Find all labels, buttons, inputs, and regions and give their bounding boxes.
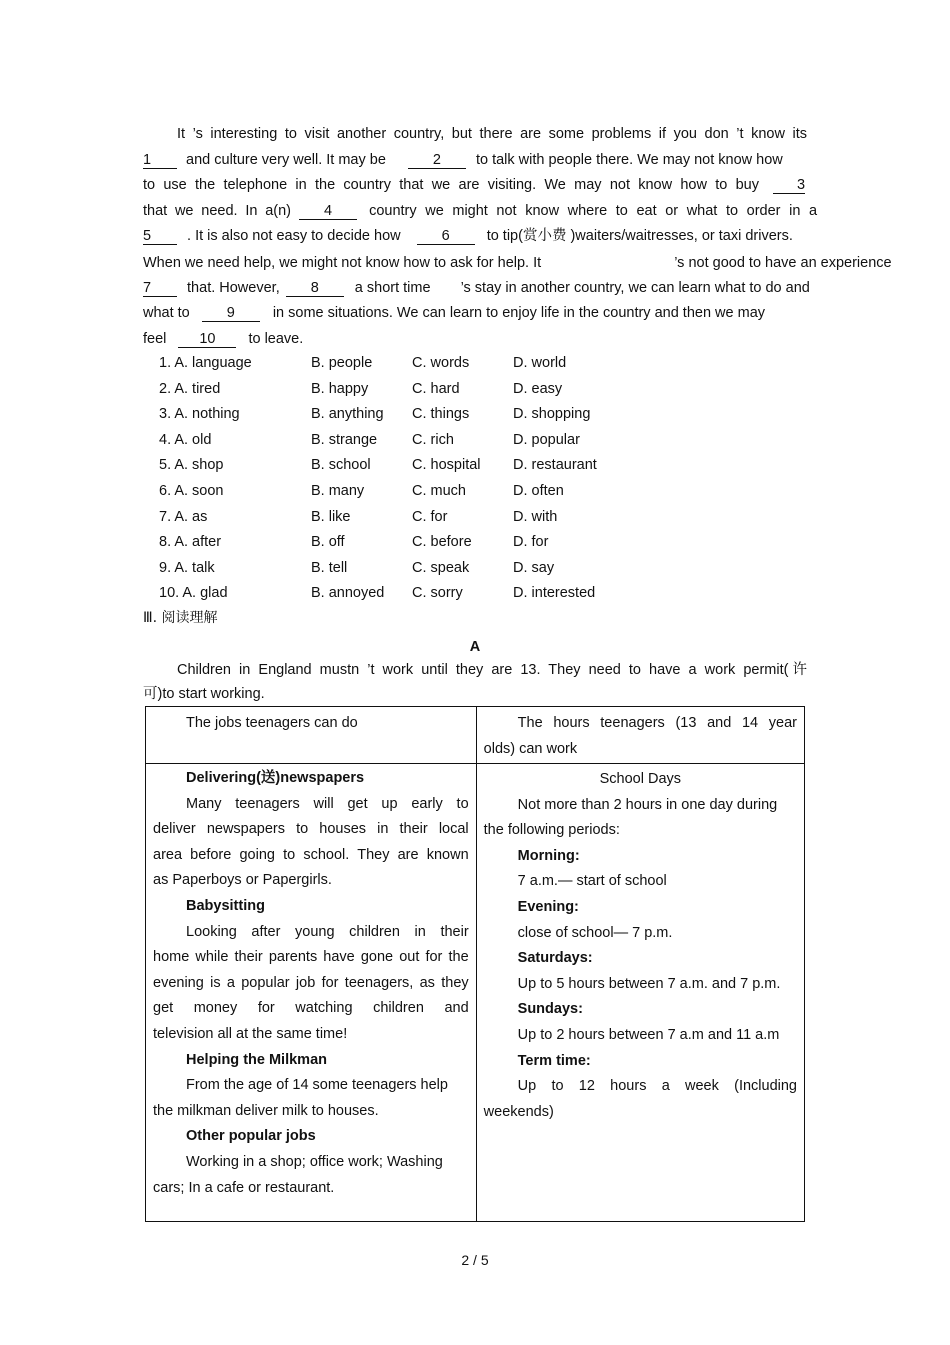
table-header-right: The hours teenagers (13 and 14 year olds) can work — [476, 707, 804, 764]
option-row: 3. A. nothing B. anything C. things D. shopping — [159, 406, 591, 423]
passage-line-6: When we need help, we might not know how to ask for help. It ’s not good to have an experience — [143, 255, 892, 271]
passage-line-1 — [177, 125, 807, 143]
intro-line-2: 可)to start working. — [143, 686, 265, 702]
answer-options — [159, 355, 619, 611]
blank-8: 8 — [286, 280, 344, 297]
blank-6: 6 — [417, 228, 475, 245]
job-heading: Delivering(送)newspapers — [186, 770, 365, 786]
passage-line-7: 7 that. However, 8 a short time ’s stay in another country, we can learn what to do and — [143, 280, 810, 296]
option-row: 4. A. old B. strange C. rich D. popular — [159, 431, 580, 448]
jobs-table — [145, 706, 805, 1222]
passage-line-5: 5 . It is also not easy to decide how 6 to tip(赏小费 )waiters/waitresses, or taxi drivers. — [143, 228, 793, 244]
period-label: Saturdays: — [517, 950, 593, 967]
option-row: 10. A. glad B. annoyed C. sorry D. interested — [159, 585, 596, 602]
table-header-row — [146, 707, 805, 764]
passage-line-4: that we need. In a(n) 4 country we might not know where to eat or what to order in a — [143, 203, 818, 219]
option-row: 8. A. after B. off C. before D. for — [159, 534, 549, 551]
table-header-left: The jobs teenagers can do — [146, 707, 477, 764]
option-row: 2. A. tired B. happy C. hard D. easy — [159, 380, 563, 397]
hours-title: School Days — [599, 771, 682, 787]
passage-text: It ’s interesting to visit another country, but there are some problems if you don ’t know its — [177, 126, 807, 142]
passage-line-8: what to 9 in some situations. We can learn to enjoy life in the country and then we may — [143, 305, 766, 321]
jobs-list-cell: Delivering(送)newspapers Many teenagers will get up early to deliver newspapers to houses in their local area before going to school. They are known as Paperboys or Papergirls. Babysitting Looking after young children in their home while their parents have gone out for the evening is a popular job for teenagers, as they get money for watching children and television all at the same time! Helping the Milkman From the age of 14 some teenagers help the milkman deliver milk to houses. Other popular jobs Working in a shop; office work; Washing cars; In a cafe or restaurant. — [146, 764, 477, 1222]
period-label: Sundays: — [517, 1001, 583, 1018]
option-row: 9. A. talk B. tell C. speak D. say — [159, 559, 555, 576]
blank-2: 2 — [408, 152, 466, 169]
page-number: 2 / 5 — [461, 1252, 489, 1268]
option-row: 7. A. as B. like C. for D. with — [159, 508, 558, 525]
option-row: 5. A. shop B. school C. hospital D. restaurant — [159, 457, 597, 474]
part-heading: A — [469, 639, 481, 655]
period-label: Evening: — [517, 898, 579, 915]
option-row: 6. A. soon B. many C. much D. often — [159, 482, 564, 499]
passage-line-2: 1 and culture very well. It may be 2 to talk with people there. We may not know how — [143, 152, 783, 168]
blank-7: 7 — [143, 280, 177, 297]
passage-line-3: to use the telephone in the country that we are visiting. We may not know how to buy 3 — [143, 177, 806, 193]
period-label: Morning: — [517, 847, 580, 864]
blank-4: 4 — [299, 203, 357, 220]
blank-9: 9 — [202, 305, 260, 322]
blank-1: 1 — [143, 152, 177, 169]
passage-line-9: feel 10 to leave. — [143, 331, 304, 347]
table-body-row — [146, 764, 805, 1222]
section-title: Ⅲ. 阅读理解 — [143, 610, 218, 626]
blank-10: 10 — [178, 331, 236, 348]
option-row: 1. A. language B. people C. words D. world — [159, 355, 567, 371]
intro-line-1: Children in England mustn ’t work until they are 13. They need to have a work permit(许 — [177, 662, 807, 678]
job-heading: Babysitting — [186, 897, 265, 914]
blank-3: 3 — [773, 177, 805, 194]
job-heading: Helping the Milkman — [186, 1051, 327, 1068]
job-heading: Other popular jobs — [186, 1128, 316, 1145]
blank-5: 5 — [143, 228, 177, 245]
hours-cell: School Days Not more than 2 hours in one day during the following periods: Morning: 7 a.m.— start of school Evening: close of school— 7 p.m. Saturdays: Up to 5 hours between 7 a.m. and 7 p.m. Sundays: Up to 2 hours between 7 a.m and 11 a.m Term time: Up to 12 hours a week (Including weekends) — [476, 764, 804, 1222]
period-label: Term time: — [517, 1052, 591, 1069]
